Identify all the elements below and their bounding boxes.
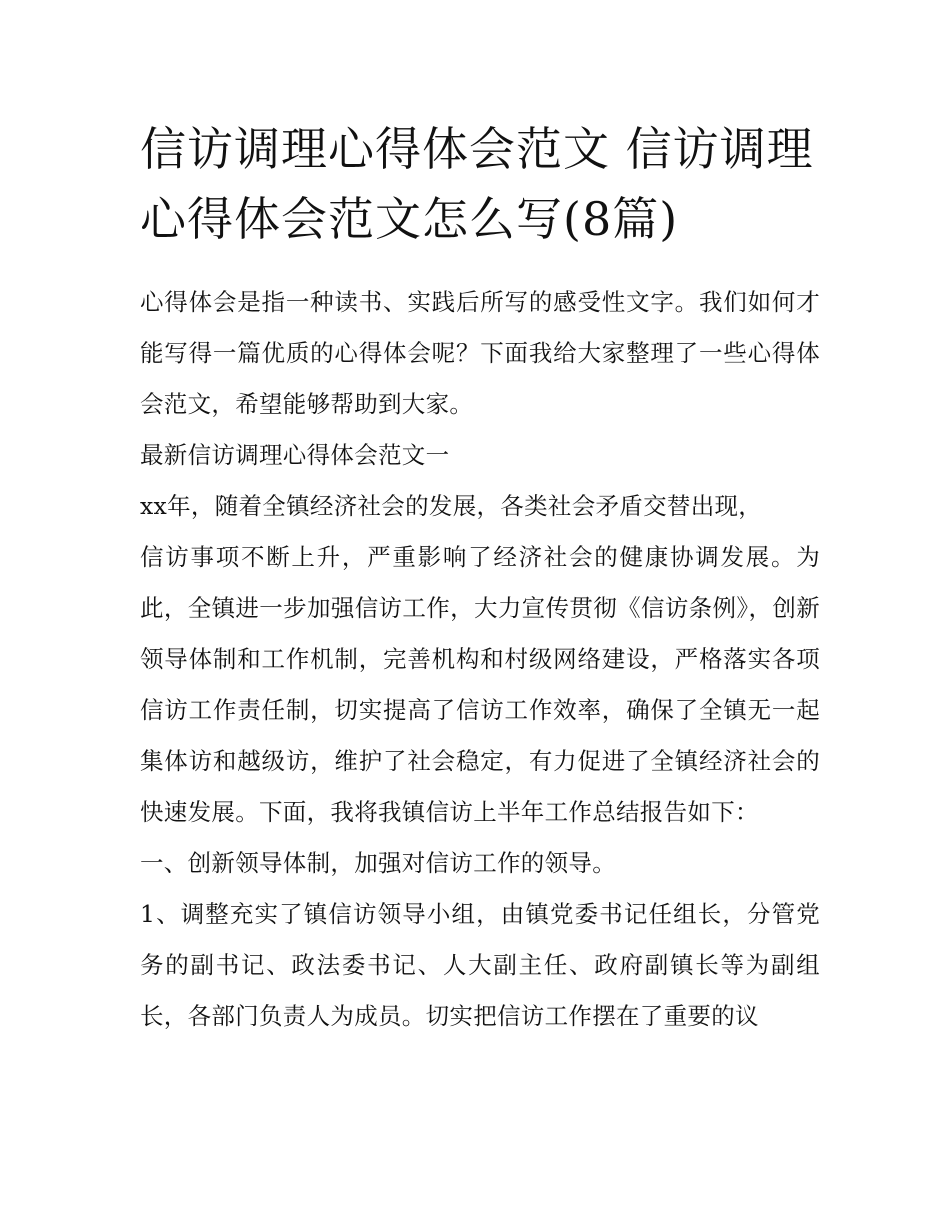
subsection-heading: 一、创新领导体制，加强对信访工作的领导。 (140, 849, 616, 877)
paragraph-intro: 心得体会是指一种读书、实践后所写的感受性文字。我们如何才能写得一篇优质的心得体会呢？下面我给大家整理了一些心得体会范文，希望能够帮助到大家。 (140, 288, 820, 418)
paragraph-item-1: 1、调整充实了镇信访领导小组，由镇党委书记任组长，分管党务的副书记、政法委书记、人大副主任、政府副镇长等为副组长，各部门负责人为成员。切实把信访工作摆在了重要的议 (140, 900, 820, 1030)
document-body (140, 277, 820, 1042)
paragraph-line: xx年，随着全镇经济社会的发展，各类社会矛盾交替出现， (140, 492, 763, 520)
document-title: 信访调理心得体会范文 信访调理心得体会范文怎么写(8篇) (140, 122, 814, 246)
section-heading: 最新信访调理心得体会范文一 (140, 441, 450, 469)
paragraph-main: 信访事项不断上升，严重影响了经济社会的健康协调发展。为此，全镇进一步加强信访工作，大力宣传贯彻《信访条例》，创新领导体制和工作机制，完善机构和村级网络建设，严格落实各项信访工作责任制，切实提高了信访工作效率，确保了全镇无一起集体访和越级访，维护了社会稳定，有力促进了全镇经济社会的快速发展。下面，我将我镇信访上半年工作总结报告如下： (140, 543, 820, 826)
